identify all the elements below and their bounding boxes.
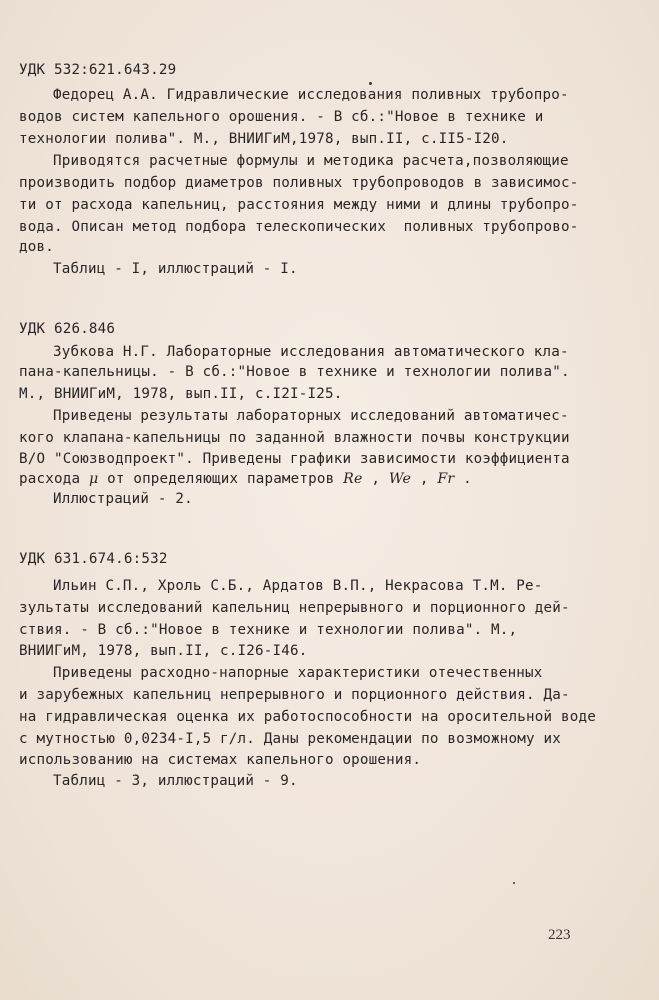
abstract-line: Приводятся расчетные формулы и методика расчета,позволяющие [53,153,569,169]
udk-code: УДК 532:621.643.29 [19,62,177,78]
separator: . [454,471,472,487]
citation-line: технологии полива". М., ВНИИГиМ,1978, вып.II, с.II5-I20. [19,131,509,147]
separator: , [411,471,438,487]
page-number: 223 [548,927,571,943]
citation-line: Зубкова Н.Г. Лабораторные исследования автоматического кла- [53,344,569,360]
abstract-line: производить подбор диаметров поливных трубопроводов в зависимос- [19,175,579,191]
entry-note: Иллюстраций - 2. [53,491,193,507]
abstract-line: В/О "Союзводпроект". Приведены графики зависимости коэффициента [19,451,570,467]
abstract-text: расхода [19,471,89,487]
citation-line: пана-капельницы. - В сб.:"Новое в технике и технологии полива". [19,364,570,380]
udk-code: УДК 631.674.6:532 [19,551,168,567]
abstract-line: вода. Описан метод подбора телескопических поливных трубопрово- [19,219,579,235]
citation-line: Ильин С.П., Хроль С.Б., Ардатов В.П., Некрасова Т.М. Ре- [53,578,543,594]
abstract-line: использованию на системах капельного орошения. [19,752,422,768]
abstract-line: на гидравлическая оценка их работоспособности на оросительной воде [19,709,596,725]
abstract-line: дов. [19,239,54,255]
abstract-line: кого клапана-капельницы по заданной влажности почвы конструкции [19,430,570,446]
citation-line: водов систем капельного орошения. - В сб.:"Новое в технике и [19,109,544,125]
abstract-text: от определяющих параметров [98,471,344,487]
citation-line: М., ВНИИГиМ, 1978, вып.II, с.I2I-I25. [19,386,343,402]
froude-symbol: Fr [437,471,455,487]
abstract-line: Приведены расходно-напорные характеристики отечественных [53,665,543,681]
print-speck [369,82,372,85]
abstract-line: ти от расхода капельниц, расстояния между ними и длины трубопро- [19,197,579,213]
abstract-line: Приведены результаты лабораторных исследований автоматичес- [53,408,569,424]
udk-code: УДК 626.846 [19,321,116,337]
print-speck [513,882,515,884]
abstract-line: с мутностью 0,0234-I,5 г/л. Даны рекомендации по возможному их [19,731,561,747]
mu-symbol: μ [88,471,99,487]
abstract-line: и зарубежных капельниц непрерывного и порционного действия. Да- [19,687,570,703]
reynolds-symbol: Re [343,471,363,487]
citation-line: ствия. - В сб.:"Новое в технике и технологии полива". М., [19,622,518,638]
weber-symbol: We [388,471,412,487]
entry-note: Таблиц - 3, иллюстраций - 9. [53,773,298,789]
separator: , [362,471,389,487]
citation-line: ВНИИГиМ, 1978, вып.II, с.I26-I46. [19,643,308,659]
citation-line: зультаты исследований капельниц непрерывного и порционного дей- [19,600,570,616]
abstract-line-formula [19,470,472,488]
entry-note: Таблиц - I, иллюстраций - I. [53,261,298,277]
citation-line: Федорец А.А. Гидравлические исследования поливных трубопро- [53,87,569,103]
